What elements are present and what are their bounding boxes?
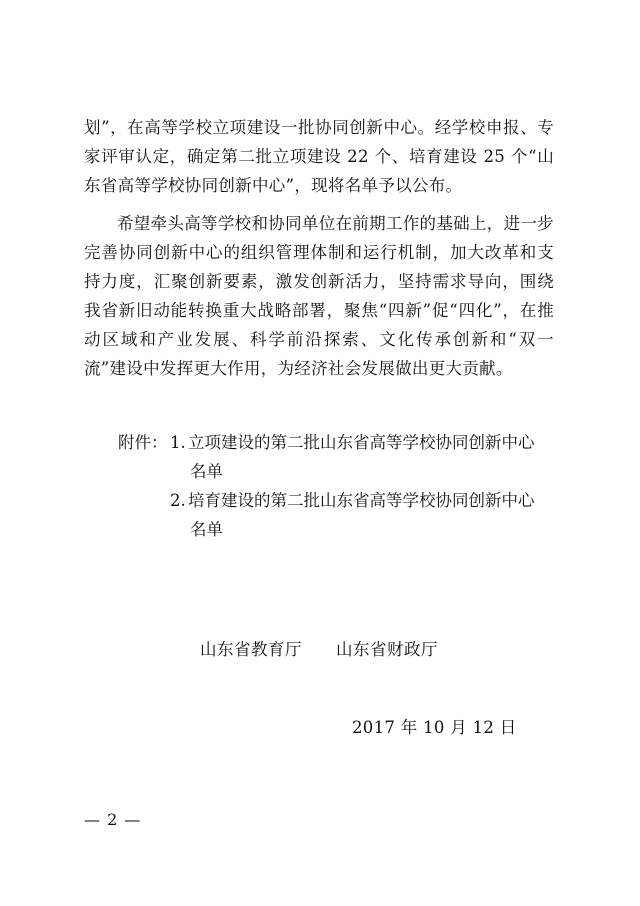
body-paragraph-1: 划”，在高等学校立项建设一批协同创新中心。经学校申报、专家评审认定，确定第二批立项建设 22 个、培育建设 25 个“山东省高等学校协同创新中心”，现将名单予以公布。: [84, 118, 554, 195]
attachments-label: 附件：: [118, 433, 168, 452]
attachment-item-1-continued: [118, 457, 535, 486]
attachment-title-continued: 名单: [190, 520, 223, 539]
issuer-finance-department: 山东省财政厅: [336, 640, 438, 659]
attachments-list: [118, 428, 535, 544]
attachment-title: 立项建设的第二批山东省高等学校协同创新中心: [188, 433, 535, 452]
page-number: — 2 —: [84, 810, 142, 829]
attachment-number: 2.: [170, 491, 186, 510]
attachment-number: 1.: [170, 433, 186, 452]
issuing-organizations: [200, 636, 438, 660]
issue-date: 2017 年 10 月 12 日: [352, 718, 517, 737]
attachment-item-2: [118, 486, 535, 515]
issuer-education-department: 山东省教育厅: [200, 640, 302, 659]
attachment-item-2-continued: [118, 515, 535, 544]
attachment-title: 培育建设的第二批山东省高等学校协同创新中心: [188, 491, 535, 510]
attachment-title-continued: 名单: [190, 462, 223, 481]
body-paragraph-2: 希望牵头高等学校和协同单位在前期工作的基础上，进一步完善协同创新中心的组织管理体制和运行机制，加大改革和支持力度，汇聚创新要素，激发创新活力，坚持需求导向，围绕我省新旧动能转换重大战略部署，聚焦“四新”促“四化”，在推动区域和产业发展、科学前沿探索、文化传承创新和“双一流”建设中发挥更大作用，为经济社会发展做出更大贡献。: [84, 214, 554, 378]
attachment-item-1: [118, 428, 535, 457]
